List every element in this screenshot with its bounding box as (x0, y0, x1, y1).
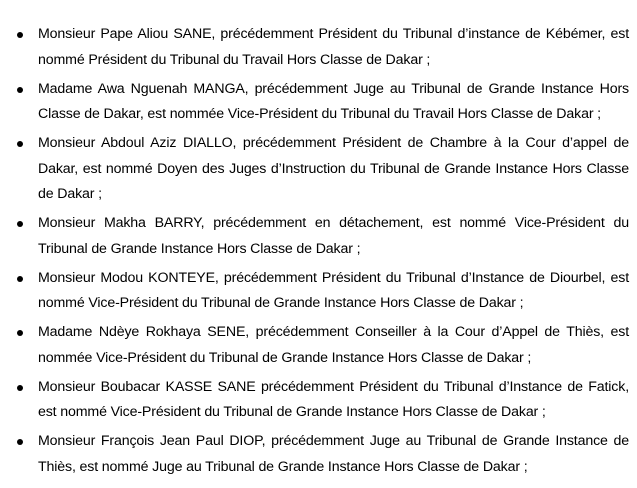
list-item (14, 375, 629, 426)
list-item (14, 211, 629, 262)
bullet-icon (17, 87, 23, 93)
list-item (14, 22, 629, 73)
bullet-icon (17, 32, 23, 38)
bullet-icon (17, 330, 23, 336)
list-item (14, 429, 629, 480)
entry-text: Monsieur Modou KONTEYE, précédemment Président du Tribunal d’Instance de Diourbel, est nommé Vice-Président du Tribunal de Grande Instance Hors Classe de Dakar ; (38, 269, 629, 311)
list-item (14, 77, 629, 128)
entry-text: Madame Ndèye Rokhaya SENE, précédemment Conseiller à la Cour d’Appel de Thiès, est nommée Vice-Président du Tribunal de Grande Instance Hors Classe de Dakar ; (38, 324, 629, 366)
bullet-icon (17, 385, 23, 391)
bullet-icon (17, 276, 23, 282)
entry-text: Monsieur François Jean Paul DIOP, précédemment Juge au Tribunal de Grande Instance de Thiès, est nommé Juge au Tribunal de Grande Instance Hors Classe de Dakar ; (38, 433, 629, 475)
entry-text: Monsieur Makha BARRY, précédemment en détachement, est nommé Vice-Président du Tribunal de Grande Instance Hors Classe de Dakar ; (38, 215, 629, 257)
appointment-list (14, 22, 629, 480)
list-item (14, 320, 629, 371)
entry-text: Monsieur Boubacar KASSE SANE précédemment Président du Tribunal d’Instance de Fatick, est nommé Vice-Président du Tribunal de Grande Instance Hors Classe de Dakar ; (38, 378, 629, 420)
entry-text: Monsieur Abdoul Aziz DIALLO, précédemment Président de Chambre à la Cour d’appel de Dakar, est nommé Doyen des Juges d’Instruction du Tribunal de Grande Instance Hors Classe de Dakar ; (38, 135, 629, 202)
entry-text: Madame Awa Nguenah MANGA, précédemment Juge au Tribunal de Grande Instance Hors Classe de Dakar, est nommée Vice-Président du Tribunal du Travail Hors Classe de Dakar ; (38, 80, 629, 122)
bullet-icon (17, 439, 23, 445)
entry-text: Monsieur Pape Aliou SANE, précédemment Président du Tribunal d’instance de Kébémer, est nommé Président du Tribunal du Travail Hors Classe de Dakar ; (38, 26, 629, 68)
bullet-icon (17, 221, 23, 227)
bullet-icon (17, 141, 23, 147)
list-item (14, 131, 629, 208)
list-item (14, 266, 629, 317)
